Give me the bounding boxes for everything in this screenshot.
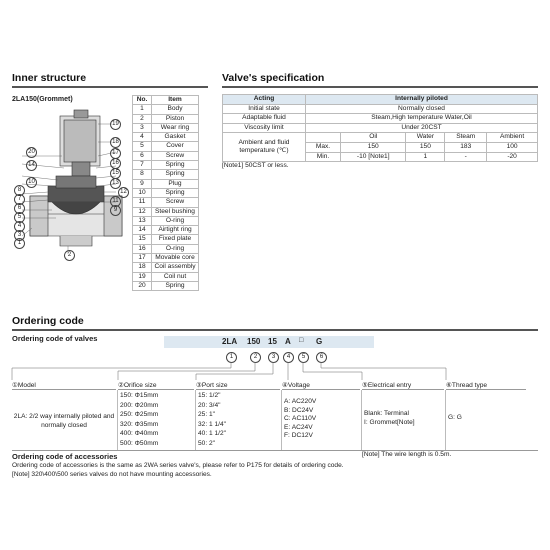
code-num-5: 5 <box>298 352 309 363</box>
col-entry: ⑤Electrical entry <box>362 381 444 390</box>
temp-col-ambient: Ambient <box>487 133 538 143</box>
entry-list <box>364 410 415 427</box>
code-orifice: 150 <box>247 337 261 346</box>
part-number: 8 <box>133 170 152 179</box>
part-number: 13 <box>133 216 152 225</box>
part-item: Gasket <box>152 133 199 142</box>
spec-label: Initial state <box>223 104 306 114</box>
part-item: O-ring <box>152 244 199 253</box>
part-item: Screw <box>152 198 199 207</box>
part-number: 5 <box>133 142 152 151</box>
callout-19: 19 <box>110 119 121 130</box>
part-number: 6 <box>133 151 152 160</box>
code-num-4: 4 <box>283 352 294 363</box>
temp-col-water: Water <box>406 133 445 143</box>
part-number: 20 <box>133 281 152 290</box>
part-item: Spring <box>152 170 199 179</box>
temp-min-label: Min. <box>306 152 341 162</box>
callout-3: 3 <box>14 230 25 241</box>
spec-title: Valve's specification <box>222 72 325 84</box>
spec-note: [Note1] 50CST or less. <box>222 162 289 169</box>
part-item: Plug <box>152 179 199 188</box>
callout-16: 16 <box>110 158 121 169</box>
part-number: 16 <box>133 244 152 253</box>
entry-option: Blank: Terminal <box>364 410 409 417</box>
sep <box>117 390 118 450</box>
callout-15: 15 <box>110 168 121 179</box>
sep <box>361 390 362 450</box>
code-num-2: 2 <box>250 352 261 363</box>
code-thread: G <box>316 337 323 346</box>
valves-code-title: Ordering code of valves <box>12 334 98 343</box>
col-voltage: ④Voltage <box>282 381 360 390</box>
callout-6: 6 <box>14 203 25 214</box>
code-num-6: 6 <box>316 352 327 363</box>
part-item: Wear ring <box>152 123 199 132</box>
code-voltage: A <box>285 337 291 346</box>
callout-2: 2 <box>64 250 75 261</box>
sep <box>445 390 446 450</box>
model-desc: 2LA: 2/2 way internally piloted and normally closed <box>13 413 115 429</box>
part-item: Coil nut <box>152 272 199 281</box>
callout-12: 12 <box>118 187 129 198</box>
model-label: 2LA150(Grommet) <box>12 96 73 103</box>
code-entry: □ <box>299 337 304 344</box>
part-item: Coil assembly <box>152 263 199 272</box>
ordering-title: Ordering code <box>12 315 84 327</box>
accessories-line-2: [Note] 320\400\500 series valves do not have mounting accessories. <box>12 471 212 478</box>
port-option: 50: 2" <box>198 439 216 447</box>
part-number: 19 <box>133 272 152 281</box>
voltage-option: A: AC220V <box>284 398 317 405</box>
col-model: ①Model <box>12 381 116 390</box>
temp-label: Ambient and fluid temperature (℃) <box>223 133 306 162</box>
part-number: 2 <box>133 114 152 123</box>
spec-head-piloted: Internally piloted <box>306 95 538 105</box>
orifice-option: 320: Φ35mm <box>120 420 159 428</box>
part-number: 9 <box>133 179 152 188</box>
orifice-option: 400: Φ40mm <box>120 430 159 438</box>
voltage-option: C: AC110V <box>284 415 317 423</box>
code-port: 15 <box>268 337 277 346</box>
temp-col-oil: Oil <box>341 133 406 143</box>
col-item: Item <box>152 96 199 105</box>
entry-option: I: Grommet[Note] <box>364 418 415 426</box>
callout-11: 11 <box>110 196 121 207</box>
spec-label: Adaptable fluid <box>223 114 306 124</box>
spec-head-acting: Acting <box>223 95 306 105</box>
part-number: 7 <box>133 161 152 170</box>
temp-max-steam: 183 <box>445 142 487 152</box>
orifice-option: 250: Φ25mm <box>120 411 159 419</box>
thread-value: G: G <box>448 414 462 421</box>
temp-min-water: 1 <box>406 152 445 162</box>
callout-20: 20 <box>26 147 37 158</box>
part-number: 3 <box>133 123 152 132</box>
orifice-option: 200: Φ20mm <box>120 401 159 409</box>
callout-9: 9 <box>110 205 121 216</box>
part-number: 10 <box>133 188 152 197</box>
spec-label: Viscosity limit <box>223 123 306 133</box>
col-no: No. <box>133 96 152 105</box>
port-option: 32: 1 1/4" <box>198 420 227 428</box>
port-option: 15: 1/2" <box>198 392 221 399</box>
temp-min-steam: - <box>445 152 487 162</box>
spec-value: Under 20CST <box>306 123 538 133</box>
part-number: 18 <box>133 263 152 272</box>
col-thread: ⑥Thread type <box>446 381 526 390</box>
callout-10: 10 <box>26 177 37 188</box>
callout-1: 1 <box>14 238 25 249</box>
orifice-list <box>120 391 158 449</box>
temp-max-water: 150 <box>406 142 445 152</box>
code-model: 2LA <box>222 337 238 346</box>
temp-col-steam: Steam <box>445 133 487 143</box>
part-number: 4 <box>133 133 152 142</box>
orifice-option: 500: Φ50mm <box>120 439 159 447</box>
temp-min-oil: -10 [Note1] <box>341 152 406 162</box>
inner-structure-title: Inner structure <box>12 72 87 84</box>
port-list <box>198 391 226 449</box>
callout-5: 5 <box>14 212 25 223</box>
callout-4: 4 <box>14 221 25 232</box>
part-item: Body <box>152 105 199 114</box>
part-number: 15 <box>133 235 152 244</box>
callout-17: 17 <box>110 148 121 159</box>
part-item: Spring <box>152 281 199 290</box>
temp-max-label: Max. <box>306 142 341 152</box>
callout-18: 18 <box>110 137 121 148</box>
col-port: ③Port size <box>196 381 280 390</box>
sep <box>195 390 196 450</box>
voltage-list <box>284 398 316 441</box>
part-number: 14 <box>133 226 152 235</box>
port-option: 20: 3/4" <box>198 401 221 409</box>
voltage-option: B: DC24V <box>284 406 314 414</box>
wire-note: [Note] The wire length is 0.5m. <box>362 451 452 458</box>
callout-14: 14 <box>26 160 37 171</box>
voltage-option: E: AC24V <box>284 423 313 431</box>
temp-max-oil: 150 <box>341 142 406 152</box>
callout-7: 7 <box>14 194 25 205</box>
part-number: 1 <box>133 105 152 114</box>
port-option: 25: 1" <box>198 411 216 419</box>
part-item: Cover <box>152 142 199 151</box>
part-item: Fixed plate <box>152 235 199 244</box>
part-item: Movable core <box>152 254 199 263</box>
part-number: 11 <box>133 198 152 207</box>
temp-max-ambient: 100 <box>487 142 538 152</box>
code-num-1: 1 <box>226 352 237 363</box>
part-item: Airtight ring <box>152 226 199 235</box>
part-item: Spring <box>152 188 199 197</box>
accessories-line-1: Ordering code of accessories is the same as 2WA series valve's, please refer to P175 for details of ordering code. <box>12 462 344 469</box>
part-item: Screw <box>152 151 199 160</box>
part-item: O-ring <box>152 216 199 225</box>
sep <box>281 390 282 450</box>
part-number: 12 <box>133 207 152 216</box>
callout-8: 8 <box>14 185 25 196</box>
part-number: 17 <box>133 254 152 263</box>
temp-min-ambient: -20 <box>487 152 538 162</box>
spec-value: Steam,High temperature Water,Oil <box>306 114 538 124</box>
code-num-3: 3 <box>268 352 279 363</box>
accessories-title: Ordering code of accessories <box>12 452 118 461</box>
part-item: Steel bushing <box>152 207 199 216</box>
voltage-option: F: DC12V <box>284 432 313 440</box>
col-orifice: ②Orifice size <box>118 381 194 390</box>
port-option: 40: 1 1/2" <box>198 430 227 438</box>
part-item: Piston <box>152 114 199 123</box>
orifice-option: 150: Φ15mm <box>120 392 159 399</box>
spec-value: Normally closed <box>306 104 538 114</box>
callout-13: 13 <box>110 178 121 189</box>
part-item: Spring <box>152 161 199 170</box>
ordering-bottom-rule <box>12 450 538 451</box>
